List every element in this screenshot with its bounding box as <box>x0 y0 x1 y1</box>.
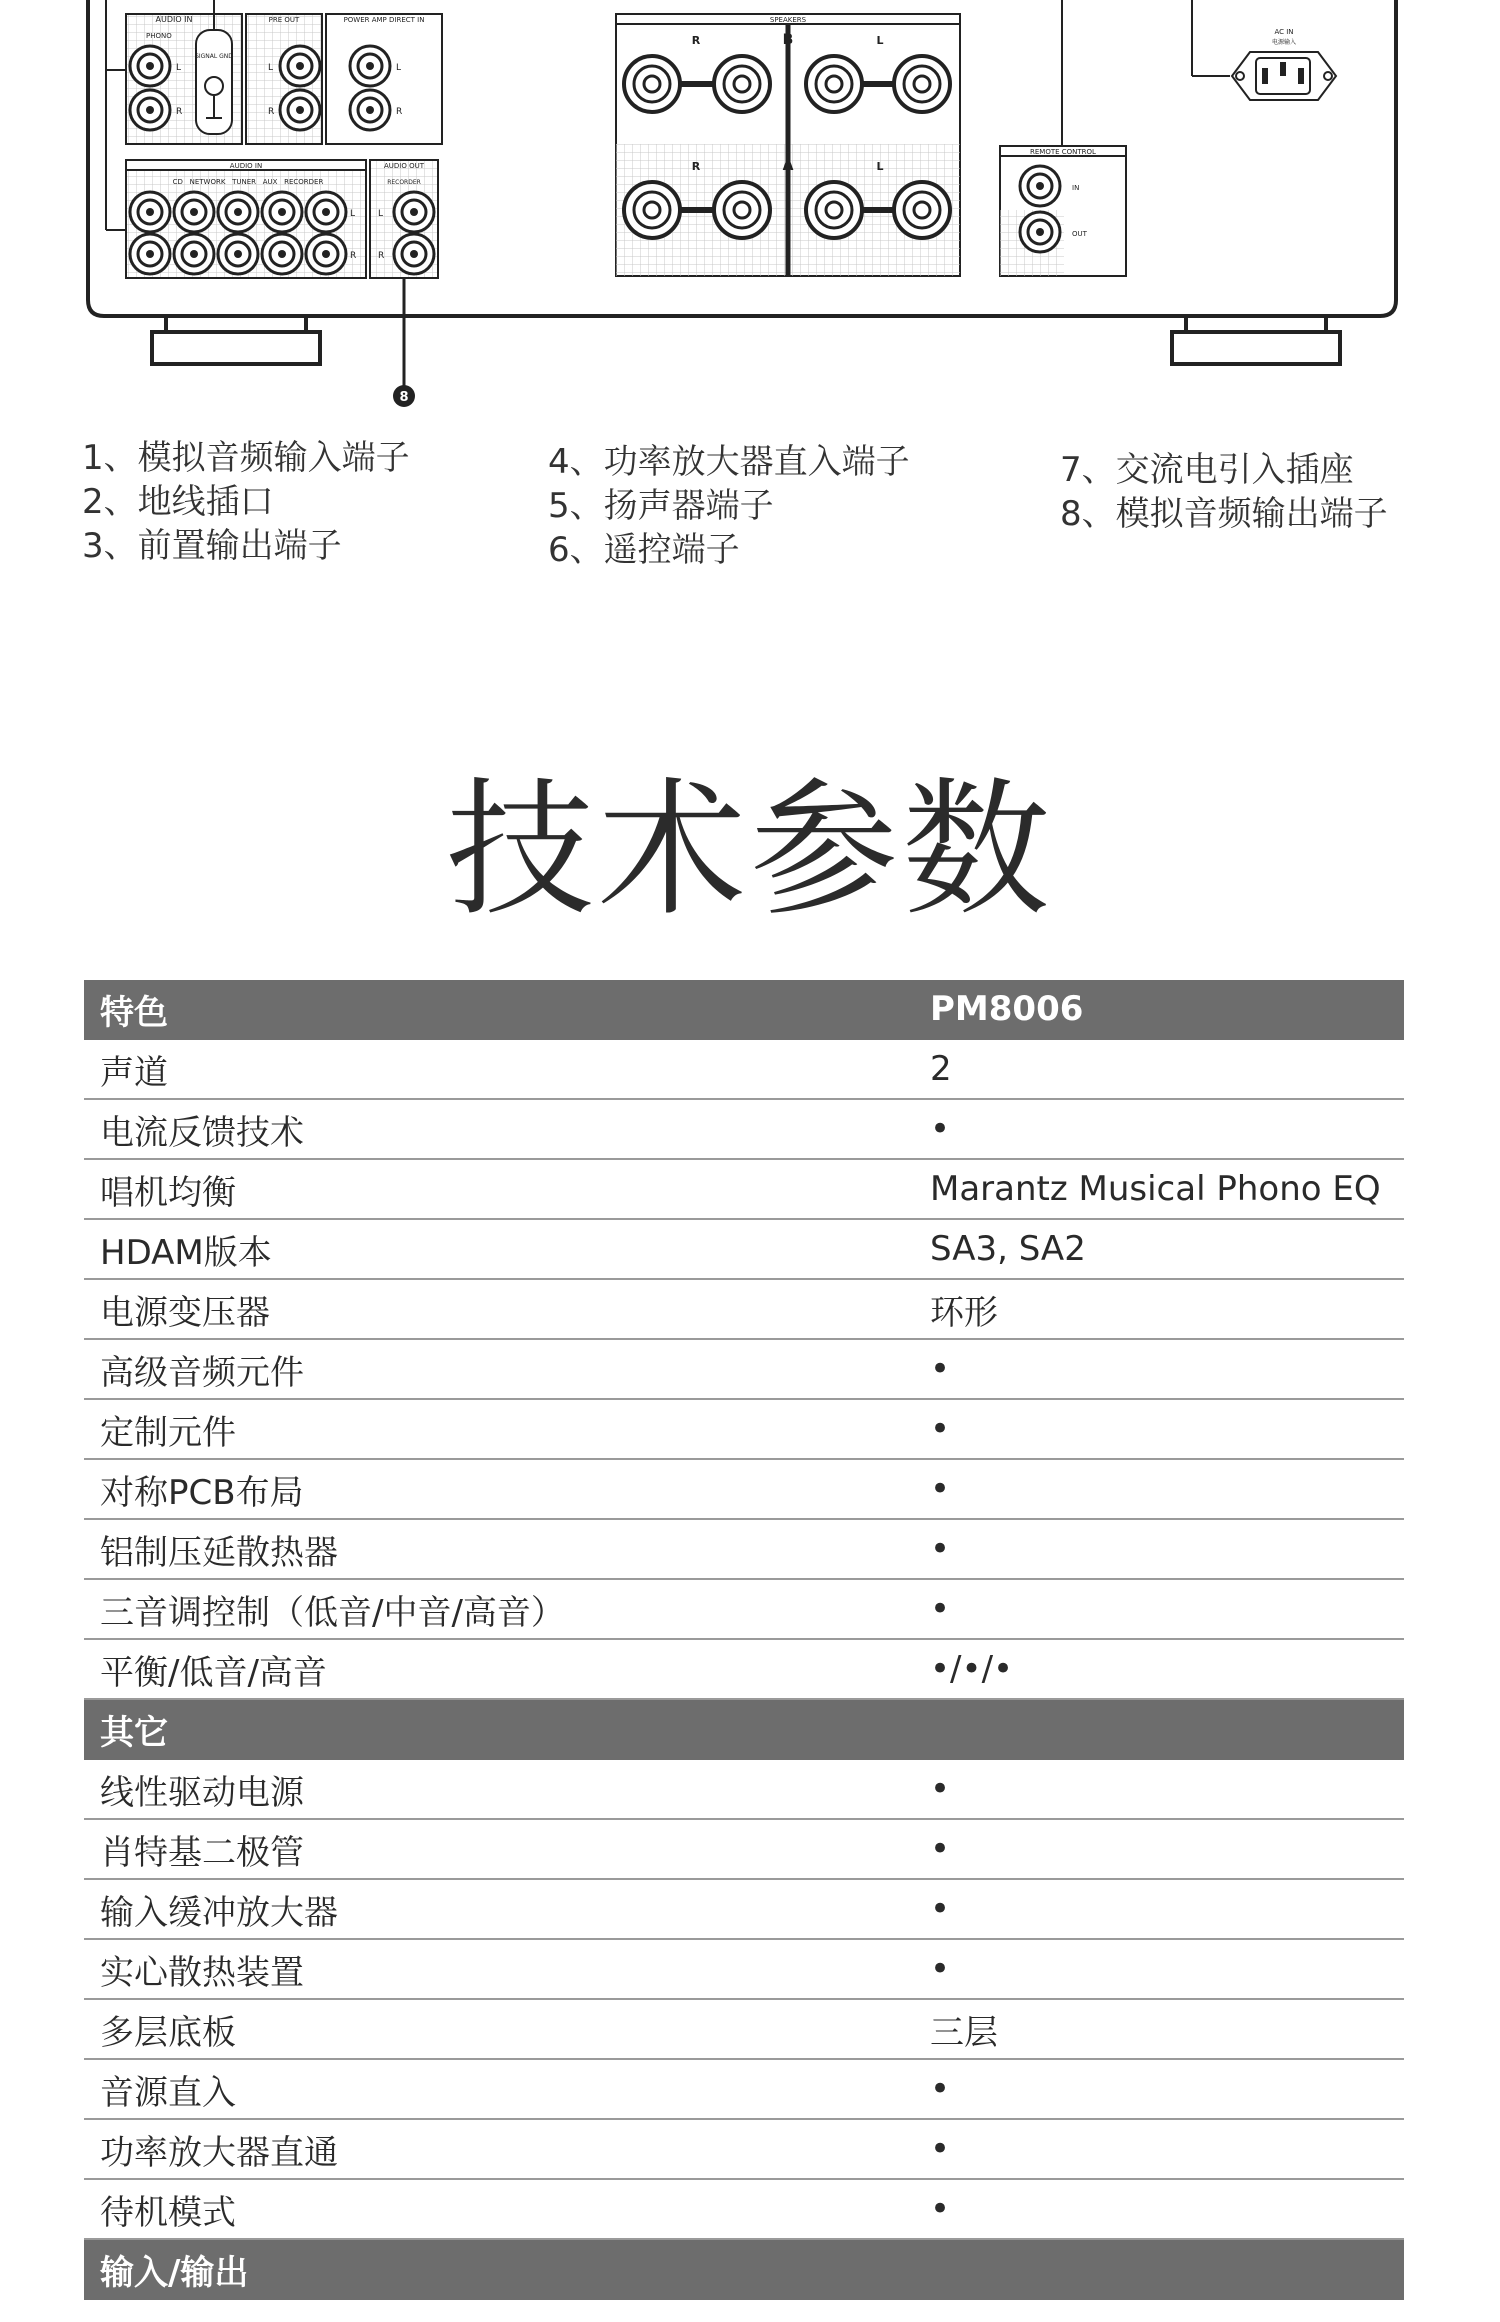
foot-right <box>1172 316 1340 364</box>
spec-value: 三层 <box>930 1999 1404 2059</box>
label-r: R <box>691 160 701 173</box>
spec-value: • <box>930 1879 1404 1939</box>
label-audio-out: AUDIO OUT <box>383 162 425 170</box>
label-ac-in: AC IN <box>1274 28 1294 36</box>
audio-in-panel <box>126 160 366 278</box>
table-row <box>84 1159 1404 1219</box>
label-l: L <box>176 63 182 73</box>
spec-value: • <box>930 1339 1404 1399</box>
spec-name: 功率放大器直通 <box>84 2119 930 2179</box>
spec-name: 铝制压延散热器 <box>84 1519 930 1579</box>
label-power-amp-direct-in: POWER AMP DIRECT IN <box>343 16 425 24</box>
legend-item: 8、模拟音频输出端子 <box>1060 494 1388 534</box>
spec-name: 待机模式 <box>84 2179 930 2239</box>
legend-column-1 <box>82 436 410 568</box>
spec-name: 三音调控制（低音/中音/高音） <box>84 1579 930 1639</box>
legend-column-2 <box>548 440 910 572</box>
spec-name: HDAM版本 <box>84 1219 930 1279</box>
label-pre-out: PRE OUT <box>268 16 300 24</box>
phono-input-panel <box>126 14 242 144</box>
spec-value: • <box>930 2179 1404 2239</box>
legend-item: 6、遥控端子 <box>548 530 740 570</box>
label-remote-control: REMOTE CONTROL <box>1030 148 1096 156</box>
label-audio-in-phono: AUDIO IN <box>155 15 193 24</box>
spec-value: PM8006 <box>930 980 1404 1039</box>
label-l: L <box>876 34 884 47</box>
label-ac-in-sub: 电源输入 <box>1271 39 1297 46</box>
legend-item: 3、前置输出端子 <box>82 526 342 566</box>
label-r: R <box>396 107 403 117</box>
remote-control-panel <box>1000 146 1126 276</box>
spec-value <box>930 2239 1404 2299</box>
spec-value: 2 <box>930 1039 1404 1099</box>
table-row <box>84 2179 1404 2239</box>
spec-name: 线性驱动电源 <box>84 1759 930 1819</box>
spec-name: 其它 <box>84 1699 930 1759</box>
table-section-header <box>84 980 1404 1039</box>
spec-name: 唱机均衡 <box>84 1159 930 1219</box>
callout-8 <box>393 385 415 407</box>
label-r: R <box>691 34 701 47</box>
foot-left <box>152 316 320 364</box>
label-l: L <box>396 63 402 73</box>
spec-value: • <box>930 1819 1404 1879</box>
speakers-panel <box>616 14 960 276</box>
table-row <box>84 1939 1404 1999</box>
table-row <box>84 1039 1404 1099</box>
spec-value: •/•/• <box>930 1639 1404 1699</box>
label-l: L <box>378 209 384 219</box>
label-l: L <box>350 209 356 219</box>
label-phono: PHONO <box>146 32 172 40</box>
label-r: R <box>378 251 385 261</box>
spec-table <box>84 980 1404 2300</box>
legend-column-3 <box>1060 448 1388 536</box>
legend-item: 1、模拟音频输入端子 <box>82 438 410 478</box>
table-row <box>84 1879 1404 1939</box>
table-row <box>84 1339 1404 1399</box>
table-section-header <box>84 1699 1404 1759</box>
spec-name: 肖特基二极管 <box>84 1819 930 1879</box>
label-speakers: SPEAKERS <box>769 16 807 24</box>
spec-value: • <box>930 1519 1404 1579</box>
spec-value: • <box>930 1099 1404 1159</box>
spec-name: 电源变压器 <box>84 1279 930 1339</box>
spec-name: 输入缓冲放大器 <box>84 1879 930 1939</box>
spec-name: 实心散热装置 <box>84 1939 930 1999</box>
spec-name: 定制元件 <box>84 1399 930 1459</box>
table-row <box>84 1219 1404 1279</box>
spec-name: 输入/输出 <box>84 2239 930 2299</box>
page-title: 技术参数 <box>446 764 1054 936</box>
table-row <box>84 1279 1404 1339</box>
ac-inlet <box>1192 0 1336 100</box>
spec-value: • <box>930 1759 1404 1819</box>
spec-name: 高级音频元件 <box>84 1339 930 1399</box>
audio-out-panel <box>370 160 438 278</box>
table-row <box>84 2059 1404 2119</box>
spec-value: • <box>930 2119 1404 2179</box>
legend-item: 5、扬声器端子 <box>548 486 774 526</box>
spec-name: 平衡/低音/高音 <box>84 1639 930 1699</box>
spec-value: • <box>930 1579 1404 1639</box>
label-r: R <box>268 107 275 117</box>
label-l: L <box>268 63 274 73</box>
legend-item: 7、交流电引入插座 <box>1060 450 1354 490</box>
table-row <box>84 1819 1404 1879</box>
callout-number: 8 <box>399 390 409 405</box>
label-l: L <box>876 160 884 173</box>
table-row <box>84 1579 1404 1639</box>
table-row <box>84 1399 1404 1459</box>
label-out: OUT <box>1072 230 1087 238</box>
label-audio-in-columns: CD NETWORK TUNER AUX RECORDER <box>172 178 324 186</box>
table-row <box>84 1639 1404 1699</box>
spec-value: • <box>930 2059 1404 2119</box>
spec-value <box>930 1699 1404 1759</box>
spec-name: 声道 <box>84 1039 930 1099</box>
table-row <box>84 1099 1404 1159</box>
legend-item: 2、地线插口 <box>82 482 274 522</box>
table-row <box>84 1759 1404 1819</box>
spec-name: 多层底板 <box>84 1999 930 2059</box>
table-section-header <box>84 2239 1404 2299</box>
power-amp-direct-in-panel <box>326 14 442 144</box>
table-row <box>84 1519 1404 1579</box>
spec-table-body <box>84 980 1404 2299</box>
spec-value: Marantz Musical Phono EQ <box>930 1159 1404 1219</box>
spec-value: 环形 <box>930 1279 1404 1339</box>
label-in: IN <box>1072 184 1080 192</box>
spec-value: • <box>930 1459 1404 1519</box>
rear-panel-diagram <box>0 0 1500 420</box>
label-r: R <box>350 251 357 261</box>
pre-out-panel <box>246 14 322 144</box>
label-a: A <box>782 158 794 174</box>
table-row <box>84 1999 1404 2059</box>
spec-value: • <box>930 1939 1404 1999</box>
label-signal-gnd: SIGNAL GND <box>195 53 233 60</box>
spec-name: 特色 <box>84 980 930 1039</box>
spec-name: 对称PCB布局 <box>84 1459 930 1519</box>
label-audio-in: AUDIO IN <box>229 162 263 170</box>
spec-value: • <box>930 1399 1404 1459</box>
legend-item: 4、功率放大器直入端子 <box>548 442 910 482</box>
table-row <box>84 1459 1404 1519</box>
label-b: B <box>782 32 794 48</box>
label-recorder: RECORDER <box>387 179 421 186</box>
label-r: R <box>176 107 183 117</box>
spec-value: SA3, SA2 <box>930 1219 1404 1279</box>
spec-name: 音源直入 <box>84 2059 930 2119</box>
table-row <box>84 2119 1404 2179</box>
spec-name: 电流反馈技术 <box>84 1099 930 1159</box>
